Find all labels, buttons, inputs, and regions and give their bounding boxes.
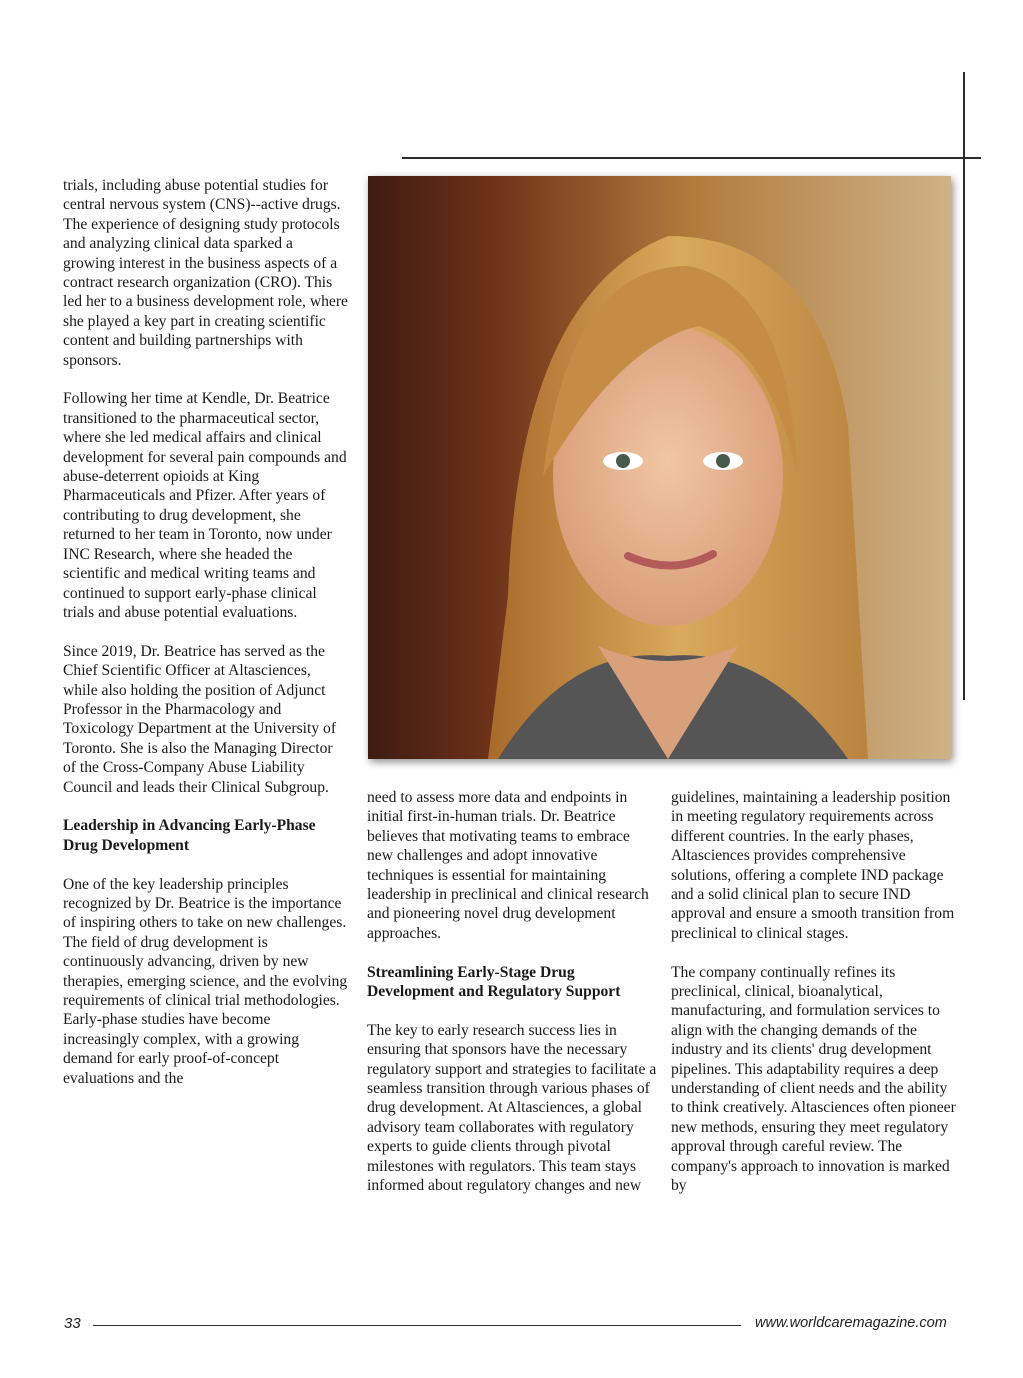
page-number: 33 (64, 1315, 81, 1332)
section-heading: Leadership in Advancing Early-Phase Drug Development (63, 817, 316, 854)
paragraph: trials, including abuse potential studies for central nervous system (CNS)--active drugs. The experience of designing study protocols and analyzing clinical data sparked a growing interest in the business aspects of a contract research organization (CRO). This led her to a business development role, where she played a key part in creating scientific content and building partnerships with sponsors. (63, 177, 348, 369)
decorative-horizontal-rule (402, 157, 981, 159)
text-column-2 (367, 788, 657, 1215)
paragraph: The key to early research success lies in ensuring that sponsors have the necessary regulatory support and strategies to facilitate a seamless transition through various phases of drug development. At Altasciences, a global advisory team collaborates with regulatory experts to guide clients through pivotal milestones with regulators. This team stays informed about regulatory changes and new (367, 1021, 657, 1195)
text-column-1 (63, 176, 348, 1107)
paragraph: Following her time at Kendle, Dr. Beatrice transitioned to the pharmaceutical sector, where she led medical affairs and clinical development for several pain compounds and abuse-deterrent opioids at King Pharmaceuticals and Pfizer. After years of contributing to drug development, she returned to her team in Toronto, now under INC Research, where she headed the scientific and medical writing teams and continued to support early-phase clinical trials and abuse potential evaluations. (63, 390, 347, 621)
paragraph: One of the key leadership principles recognized by Dr. Beatrice is the importance of inspiring others to take on new challenges. The field of drug development is continuously advancing, driven by new therapies, emerging science, and the evolving requirements of clinical trial methodologies. Early-phase studies have become increasingly complex, with a growing demand for early proof-of-concept evaluations and the (63, 875, 348, 1087)
portrait-photo (368, 176, 951, 759)
paragraph: The company continually refines its preclinical, clinical, bioanalytical, manufacturing, and formulation services to align with the changing demands of the industry and its clients' drug development pipelines. This adaptability requires a deep understanding of client needs and the ability to think creatively. Altasciences often pioneer new methods, ensuring they meet regulatory approval through careful review. The company's approach to innovation is marked by (671, 963, 956, 1195)
paragraph: need to assess more data and endpoints in initial first-in-human trials. Dr. Beatrice believes that motivating teams to embrace new challenges and adopt innovative techniques is essential for maintaining leadership in preclinical and clinical research and pioneering novel drug development approaches. (367, 789, 649, 942)
paragraph: guidelines, maintaining a leadership position in meeting regulatory requirements across different countries. In the early phases, Altasciences provides comprehensive solutions, offering a complete IND package and a solid clinical plan to secure IND approval and ensure a smooth transition from preclinical to clinical stages. (671, 789, 955, 942)
website-url: www.worldcaremagazine.com (755, 1315, 947, 1331)
text-column-3 (671, 788, 961, 1215)
paragraph: Since 2019, Dr. Beatrice has served as the Chief Scientific Officer at Altasciences, while also holding the position of Adjunct Professor in the Pharmacology and Toxicology Department at the University of Toronto. She is also the Managing Director of the Cross-Company Abuse Liability Council and leads their Clinical Subgroup. (63, 642, 337, 796)
decorative-vertical-rule (963, 72, 965, 700)
section-heading: Streamlining Early-Stage Drug Development and Regulatory Support (367, 963, 621, 1001)
footer-rule (93, 1325, 741, 1326)
